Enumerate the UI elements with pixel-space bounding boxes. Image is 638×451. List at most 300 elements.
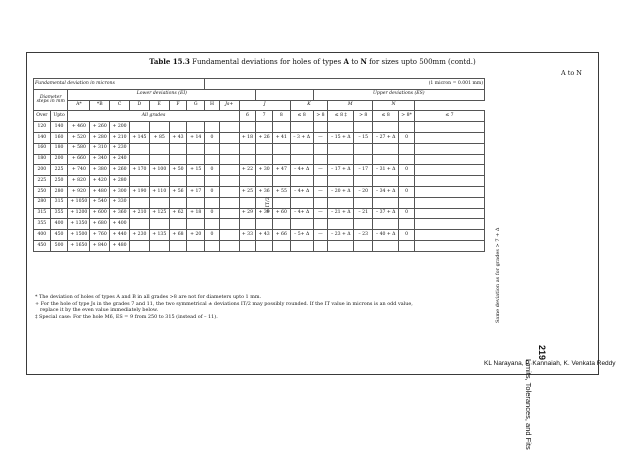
- table-cell-j7: [256, 219, 273, 230]
- table-cell-j6: [239, 176, 256, 187]
- table-cell-n2: [399, 154, 415, 165]
- table-cell-b: + 340: [90, 154, 110, 165]
- table-cell-js: [219, 230, 239, 241]
- table-cell-g: + 14: [187, 132, 205, 143]
- table-row: [34, 240, 485, 251]
- table-cell-upto: 400: [50, 219, 68, 230]
- table-cell-over: 355: [34, 219, 51, 230]
- table-cell-js: [219, 165, 239, 176]
- letter-header: G: [187, 100, 205, 111]
- table-cell-h: [205, 176, 220, 187]
- table-cell-m2: [354, 197, 373, 208]
- table-cell-j8: [272, 219, 290, 230]
- table-cell-n2: [399, 197, 415, 208]
- table-cell-n1: [373, 154, 399, 165]
- table-cell-k1: – 5+ Δ: [290, 230, 313, 241]
- grade-header: ≤ 8: [290, 111, 313, 122]
- table-cell-n1: – 37 + Δ: [373, 208, 399, 219]
- table-cell-n1: – 27 + Δ: [373, 132, 399, 143]
- slide-frame: [26, 52, 599, 450]
- table-cell-n2: [399, 176, 415, 187]
- table-cell-c: + 480: [110, 240, 130, 251]
- table-cell-d: [129, 197, 149, 208]
- table-cell-upto: 315: [50, 197, 68, 208]
- table-cell-c: + 400: [110, 219, 130, 230]
- table-cell-upto: 250: [50, 176, 68, 187]
- table-cell-m1: [328, 122, 354, 133]
- table-cell-k1: [290, 143, 313, 154]
- table-cell-j8: [272, 122, 290, 133]
- grade-header: ≤ 8: [373, 111, 399, 122]
- table-cell-j6: [239, 240, 256, 251]
- table-cell-c: + 210: [110, 132, 130, 143]
- table-cell-n1: – 31 + Δ: [373, 165, 399, 176]
- table-cell-e: + 125: [149, 208, 169, 219]
- table-cell-n2: 0: [399, 186, 415, 197]
- title-number: Table 15.3: [149, 57, 190, 66]
- letter-header: F: [169, 100, 187, 111]
- table-cell-m1: – 21 + Δ: [328, 208, 354, 219]
- table-cell-e: [149, 197, 169, 208]
- same-deviation-note: Same deviation as for grades > 7 + Δ: [495, 227, 501, 323]
- table-cell-j6: [239, 122, 256, 133]
- table-cell-j7: [256, 176, 273, 187]
- letter-header: N: [373, 100, 415, 111]
- table-cell-n2: [399, 219, 415, 230]
- grade-header: 8: [272, 111, 290, 122]
- table-row: [34, 186, 485, 197]
- table-cell-k1: [290, 240, 313, 251]
- table-cell-k2: —: [313, 165, 328, 176]
- title-suffix: for sizes upto 500mm (contd.): [369, 58, 476, 66]
- table-cell-upto: 200: [50, 154, 68, 165]
- table-subtitle: A to N: [560, 69, 582, 77]
- table-cell-c: + 280: [110, 176, 130, 187]
- table-cell-b: + 280: [90, 132, 110, 143]
- table-cell-k1: – 4+ Δ: [290, 208, 313, 219]
- table-row: [34, 132, 485, 143]
- table-cell-b: + 540: [90, 197, 110, 208]
- table-cell-upto: 500: [50, 240, 68, 251]
- table-cell-j6: [239, 154, 256, 165]
- table-cell-b: + 310: [90, 143, 110, 154]
- table-cell-m2: [354, 176, 373, 187]
- table-cell-j8: + 60: [272, 208, 290, 219]
- table-cell-js: [219, 176, 239, 187]
- table-cell-j8: + 41: [272, 132, 290, 143]
- table-cell-j7: [256, 240, 273, 251]
- table-cell-n1: – 34 + Δ: [373, 186, 399, 197]
- table-cell-j7: [256, 143, 273, 154]
- lower-deviations-header: Lower deviations (EI): [68, 89, 256, 100]
- table-cell-n1: [373, 197, 399, 208]
- table-row: [34, 122, 485, 133]
- table-cell-g: [187, 176, 205, 187]
- table-cell-m2: – 21: [354, 208, 373, 219]
- table-cell-e: [149, 240, 169, 251]
- footnote: + For the hole of type Js in the grades 7 and 11, the two symmetrical ± deviations IT/2 may possibly rounded. If the IT value in microns is an odd value,: [35, 300, 413, 307]
- table-cell-n2: 0: [399, 165, 415, 176]
- title-a: A: [343, 57, 349, 66]
- table-cell-f: + 43: [169, 132, 187, 143]
- table-cell-over: 450: [34, 240, 51, 251]
- table-cell-c: + 200: [110, 122, 130, 133]
- table-cell-b: + 260: [90, 122, 110, 133]
- table-cell-n1: [373, 143, 399, 154]
- grade-header: 6: [239, 111, 256, 122]
- table-cell-g: [187, 219, 205, 230]
- table-cell-k2: —: [313, 230, 328, 241]
- table-cell-h: [205, 143, 220, 154]
- table-cell-j7: [256, 154, 273, 165]
- table-cell-e: + 100: [149, 165, 169, 176]
- table-cell-n2: [399, 240, 415, 251]
- table-cell-same: [414, 176, 484, 187]
- table-cell-j8: [272, 240, 290, 251]
- author-credit: KL Narayana, P. Kannaiah, K. Venkata Reddy: [484, 360, 616, 367]
- table-cell-m1: [328, 143, 354, 154]
- table-cell-over: 280: [34, 197, 51, 208]
- js-deviation-label: ± IT/2: [265, 197, 271, 213]
- table-cell-a: + 460: [68, 122, 90, 133]
- table-cell-g: [187, 240, 205, 251]
- table-cell-d: + 190: [129, 186, 149, 197]
- letter-header: H: [205, 100, 220, 111]
- table-cell-n2: 0: [399, 132, 415, 143]
- table-cell-j7: + 39: [256, 208, 273, 219]
- table-cell-j7: [256, 122, 273, 133]
- table-cell-j6: [239, 143, 256, 154]
- table-cell-same: [414, 165, 484, 176]
- table-cell-f: + 68: [169, 230, 187, 241]
- table-cell-over: 120: [34, 122, 51, 133]
- table-cell-k2: [313, 143, 328, 154]
- table-cell-a: + 820: [68, 176, 90, 187]
- table-cell-over: 180: [34, 154, 51, 165]
- table-cell-js: [219, 219, 239, 230]
- table-cell-g: [187, 154, 205, 165]
- table-cell-upto: 140: [50, 122, 68, 133]
- table-cell-n1: [373, 176, 399, 187]
- table-cell-f: [169, 176, 187, 187]
- table-cell-same: [414, 132, 484, 143]
- table-cell-a: + 1350: [68, 219, 90, 230]
- table-cell-same: [414, 143, 484, 154]
- table-cell-js: [219, 197, 239, 208]
- table-cell-a: + 520: [68, 132, 90, 143]
- grade-header: ≤ 7: [414, 111, 484, 122]
- table-cell-b: + 840: [90, 240, 110, 251]
- table-cell-j6: [239, 197, 256, 208]
- table-cell-k2: —: [313, 186, 328, 197]
- table-cell-j6: + 29: [239, 208, 256, 219]
- letter-header: J: [239, 100, 290, 111]
- table-cell-f: [169, 219, 187, 230]
- table-cell-g: + 17: [187, 186, 205, 197]
- table-cell-d: [129, 143, 149, 154]
- table-cell-k2: —: [313, 132, 328, 143]
- table-cell-m2: – 20: [354, 186, 373, 197]
- table-cell-m1: [328, 154, 354, 165]
- table-cell-js: [219, 122, 239, 133]
- table-cell-js: [219, 186, 239, 197]
- table-cell-m1: [328, 197, 354, 208]
- fundamental-deviation-header: Fundamental deviation in microns: [34, 79, 205, 90]
- table-cell-e: [149, 154, 169, 165]
- table-cell-over: 140: [34, 132, 51, 143]
- table-cell-m2: [354, 154, 373, 165]
- table-cell-j8: + 47: [272, 165, 290, 176]
- table-cell-same: [414, 230, 484, 241]
- table-cell-c: + 230: [110, 143, 130, 154]
- table-cell-j7: + 43: [256, 230, 273, 241]
- table-cell-k1: [290, 197, 313, 208]
- table-cell-h: [205, 154, 220, 165]
- all-grades-header: All grades: [68, 111, 239, 122]
- table-cell-b: + 380: [90, 165, 110, 176]
- micron-note: (1 micron = 0.001 mm): [205, 79, 485, 90]
- table-cell-j6: + 22: [239, 165, 256, 176]
- table-row: [34, 165, 485, 176]
- upto-header: Upto: [50, 111, 68, 122]
- table-cell-m1: – 20 + Δ: [328, 186, 354, 197]
- table-cell-over: 400: [34, 230, 51, 241]
- table-row: [34, 154, 485, 165]
- table-cell-k1: [290, 219, 313, 230]
- table-cell-d: + 230: [129, 230, 149, 241]
- table-cell-over: 200: [34, 165, 51, 176]
- table-title: [27, 57, 598, 66]
- table-row: [34, 143, 485, 154]
- table-cell-a: + 740: [68, 165, 90, 176]
- letter-header: K: [290, 100, 328, 111]
- letter-header: A*: [68, 100, 90, 111]
- table-cell-upto: 225: [50, 165, 68, 176]
- table-cell-same: [414, 154, 484, 165]
- table-cell-n2: [399, 143, 415, 154]
- table-cell-k1: [290, 176, 313, 187]
- over-header: Over: [34, 111, 51, 122]
- table-cell-n1: [373, 122, 399, 133]
- letter-header: M: [328, 100, 373, 111]
- deviation-table: [33, 78, 485, 252]
- table-cell-h: 0: [205, 132, 220, 143]
- table-cell-m2: [354, 219, 373, 230]
- table-cell-n1: [373, 219, 399, 230]
- table-cell-same: [414, 208, 484, 219]
- table-cell-f: + 50: [169, 165, 187, 176]
- grade-header: 7: [256, 111, 273, 122]
- page-number: 219: [537, 345, 547, 361]
- table-cell-e: [149, 122, 169, 133]
- table-cell-d: [129, 176, 149, 187]
- letter-header: C: [110, 100, 130, 111]
- table-cell-h: [205, 240, 220, 251]
- table-cell-e: [149, 176, 169, 187]
- table-cell-js: [219, 208, 239, 219]
- table-cell-e: + 85: [149, 132, 169, 143]
- table-cell-m2: – 23: [354, 230, 373, 241]
- table-cell-upto: 180: [50, 143, 68, 154]
- table-cell-a: + 1050: [68, 197, 90, 208]
- table-cell-k1: – 4+ Δ: [290, 186, 313, 197]
- table-cell-j8: [272, 154, 290, 165]
- table-cell-j7: + 36: [256, 186, 273, 197]
- table-cell-same: [414, 240, 484, 251]
- grade-header: > 8: [313, 111, 328, 122]
- table-cell-d: [129, 240, 149, 251]
- table-row: [34, 208, 485, 219]
- table-row: [34, 230, 485, 241]
- table-cell-k1: – 3 + Δ: [290, 132, 313, 143]
- table-cell-m1: [328, 240, 354, 251]
- letter-header: D: [129, 100, 149, 111]
- table-cell-g: + 20: [187, 230, 205, 241]
- table-cell-same: [414, 186, 484, 197]
- table-cell-e: + 135: [149, 230, 169, 241]
- table-cell-b: + 760: [90, 230, 110, 241]
- table-cell-n2: 0: [399, 230, 415, 241]
- table-cell-f: [169, 143, 187, 154]
- table-cell-c: + 440: [110, 230, 130, 241]
- table-cell-upto: 280: [50, 186, 68, 197]
- table-cell-g: [187, 143, 205, 154]
- table-cell-k2: [313, 219, 328, 230]
- table-cell-k1: [290, 154, 313, 165]
- table-cell-js: [219, 132, 239, 143]
- table-cell-c: + 240: [110, 154, 130, 165]
- grade-header: > 8*: [399, 111, 415, 122]
- title-n: N: [360, 57, 367, 66]
- table-cell-e: [149, 143, 169, 154]
- table-cell-j8: + 66: [272, 230, 290, 241]
- table-cell-d: [129, 154, 149, 165]
- diameter-steps-header: Diameter steps in mm: [34, 89, 68, 111]
- table-cell-f: [169, 197, 187, 208]
- table-cell-h: 0: [205, 230, 220, 241]
- footnotes: [35, 294, 495, 320]
- footnote: ‡ Special case: For the hole M6, ES = 9 from 250 to 315 (instead of – 11).: [35, 313, 218, 320]
- table-cell-m1: [328, 219, 354, 230]
- table-cell-a: + 580: [68, 143, 90, 154]
- table-cell-m2: [354, 143, 373, 154]
- table-cell-f: [169, 240, 187, 251]
- table-cell-js: [219, 154, 239, 165]
- table-cell-n1: [373, 240, 399, 251]
- table-cell-a: + 920: [68, 186, 90, 197]
- table-cell-h: 0: [205, 186, 220, 197]
- table-cell-over: 250: [34, 186, 51, 197]
- table-cell-upto: 450: [50, 230, 68, 241]
- table-cell-f: [169, 154, 187, 165]
- table-cell-g: + 15: [187, 165, 205, 176]
- table-cell-c: + 360: [110, 208, 130, 219]
- table-cell-same: [414, 197, 484, 208]
- table-cell-h: 0: [205, 165, 220, 176]
- table-cell-d: + 170: [129, 165, 149, 176]
- table-cell-d: [129, 122, 149, 133]
- table-cell-b: + 600: [90, 208, 110, 219]
- table-cell-g: [187, 197, 205, 208]
- table-cell-a: + 1650: [68, 240, 90, 251]
- table-row: [34, 219, 485, 230]
- table-cell-h: [205, 197, 220, 208]
- table-cell-m2: – 15: [354, 132, 373, 143]
- table-cell-j7: + 30: [256, 165, 273, 176]
- table-cell-d: [129, 219, 149, 230]
- table-cell-j6: + 33: [239, 230, 256, 241]
- table-cell-js: [219, 143, 239, 154]
- table-cell-g: + 18: [187, 208, 205, 219]
- table-cell-a: + 660: [68, 154, 90, 165]
- table-cell-c: + 260: [110, 165, 130, 176]
- table-cell-m2: [354, 122, 373, 133]
- grade-header: > 8: [354, 111, 373, 122]
- table-cell-b: + 420: [90, 176, 110, 187]
- table-cell-a: + 1200: [68, 208, 90, 219]
- table-cell-n2: [399, 122, 415, 133]
- table-cell-j8: [272, 197, 290, 208]
- table-cell-j8: + 55: [272, 186, 290, 197]
- table-cell-over: 225: [34, 176, 51, 187]
- table-cell-m1: – 23 + Δ: [328, 230, 354, 241]
- table-cell-same: [414, 219, 484, 230]
- footnote: * The deviation of holes of types A and B in all grades >8 are not for diameters upto 1 mm.: [35, 294, 262, 300]
- table-cell-b: + 480: [90, 186, 110, 197]
- table-cell-b: + 680: [90, 219, 110, 230]
- table-cell-upto: 160: [50, 132, 68, 143]
- table-cell-over: 160: [34, 143, 51, 154]
- table-cell-c: + 300: [110, 186, 130, 197]
- table-cell-h: 0: [205, 208, 220, 219]
- table-cell-k1: [290, 122, 313, 133]
- table-cell-n2: 0: [399, 208, 415, 219]
- letter-header: E: [149, 100, 169, 111]
- table-cell-k2: [313, 154, 328, 165]
- table-cell-c: + 330: [110, 197, 130, 208]
- table-cell-m1: – 17 + Δ: [328, 165, 354, 176]
- table-cell-h: [205, 122, 220, 133]
- table-cell-k2: [313, 197, 328, 208]
- table-cell-e: [149, 219, 169, 230]
- table-cell-k2: [313, 122, 328, 133]
- upper-deviations-header: Upper deviations (ES): [313, 89, 484, 100]
- title-to: to: [351, 58, 359, 66]
- table-cell-f: + 56: [169, 186, 187, 197]
- table-cell-upto: 355: [50, 208, 68, 219]
- letter-header: Js+: [219, 100, 239, 111]
- grade-header: ≤ 8 ‡: [328, 111, 354, 122]
- table-cell-m2: [354, 240, 373, 251]
- table-cell-h: [205, 219, 220, 230]
- table-cell-j6: [239, 219, 256, 230]
- table-cell-j6: + 25: [239, 186, 256, 197]
- table-cell-m2: – 17: [354, 165, 373, 176]
- table-cell-d: + 145: [129, 132, 149, 143]
- table-cell-e: + 110: [149, 186, 169, 197]
- spacer-header: [256, 89, 313, 100]
- table-cell-k2: [313, 240, 328, 251]
- table-cell-j8: [272, 176, 290, 187]
- table-cell-d: + 210: [129, 208, 149, 219]
- table-cell-n1: – 40 + Δ: [373, 230, 399, 241]
- table-cell-f: + 62: [169, 208, 187, 219]
- table-cell-j7: + 26: [256, 132, 273, 143]
- table-row: [34, 197, 485, 208]
- table-row: [34, 176, 485, 187]
- table-cell-m1: – 15 + Δ: [328, 132, 354, 143]
- table-cell-m1: [328, 176, 354, 187]
